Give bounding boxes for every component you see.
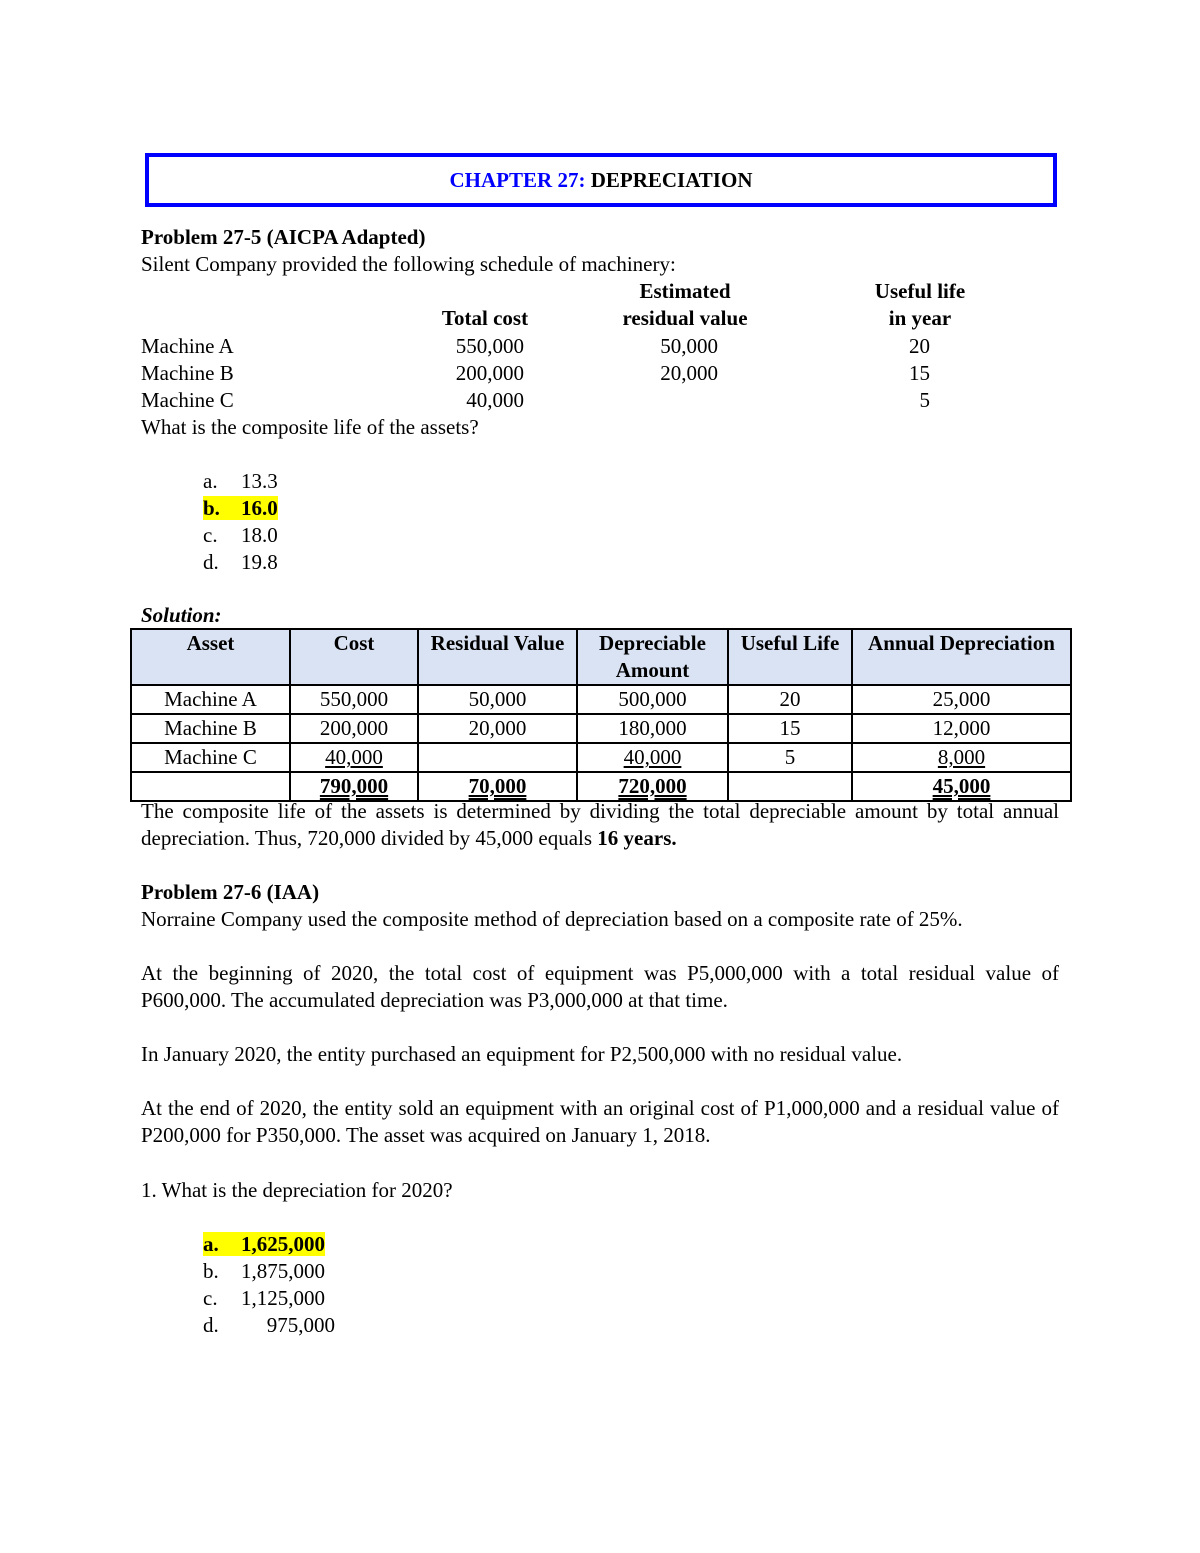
option-letter: d. [203, 550, 219, 574]
schedule-row-life: 5 [919, 388, 930, 412]
option-text: 16.0 [241, 496, 278, 520]
col-header-residual-1: Estimated [639, 279, 731, 303]
table-row [131, 714, 1071, 743]
cell: 500,000 [577, 685, 728, 714]
problem2-heading: Problem 27-6 (IAA) [141, 880, 320, 904]
chapter-title-box [145, 153, 1057, 207]
problem1-heading: Problem 27-5 (AICPA Adapted) [141, 225, 426, 249]
schedule-row-residual: 20,000 [660, 361, 718, 385]
cell: 200,000 [290, 714, 418, 743]
table-row [131, 743, 1071, 772]
schedule-row-cost: 40,000 [466, 388, 524, 412]
cell: Machine A [131, 685, 290, 714]
option-text: 1,625,000 [241, 1232, 325, 1256]
option-letter: a. [203, 469, 218, 493]
option-letter: c. [203, 523, 218, 547]
cell: 180,000 [577, 714, 728, 743]
solution-table [130, 628, 1072, 802]
cell [418, 743, 577, 772]
cell: 20 [728, 685, 852, 714]
schedule-row-residual: 50,000 [660, 334, 718, 358]
option-letter: d. [203, 1313, 219, 1337]
solution-answer: 16 years. [597, 826, 677, 850]
header-useful-life: Useful Life [728, 629, 852, 685]
schedule-row-cost: 200,000 [455, 361, 524, 385]
col-header-life-2: in year [888, 306, 952, 330]
total-annual-depreciation: 45,000 [852, 772, 1071, 801]
option-letter: b. [203, 1259, 219, 1283]
cell: 20,000 [418, 714, 577, 743]
cell: 12,000 [852, 714, 1071, 743]
col-header-total-cost: Total cost [441, 306, 529, 330]
totals-row [131, 772, 1071, 801]
header-annual-depreciation: Annual Depreciation [852, 629, 1071, 685]
cell [728, 772, 852, 801]
option-text: 19.8 [241, 550, 278, 574]
total-depreciable: 720,000 [577, 772, 728, 801]
option-b [203, 1258, 325, 1285]
cell: 15 [728, 714, 852, 743]
option-d [203, 549, 278, 576]
cell: 40,000 [577, 743, 728, 772]
option-d [203, 1312, 335, 1339]
option-a [203, 468, 278, 495]
option-letter: b. [203, 496, 220, 520]
option-text: 13.3 [241, 469, 278, 493]
schedule-row-cost: 550,000 [455, 334, 524, 358]
solution-label: Solution: [141, 603, 222, 627]
problem2-paragraph-1: Norraine Company used the composite method of depreciation based on a composite rate of 25%. [141, 907, 963, 931]
problem1-question: What is the composite life of the assets? [141, 415, 479, 439]
solution-explanation: The composite life of the assets is determined by dividing the total depreciable amount by total annual depreciation. Thus, 720,000 divided by 45,000 equals 16 years. [141, 799, 1059, 850]
header-residual: Residual Value [418, 629, 577, 685]
problem2-question: 1. What is the depreciation for 2020? [141, 1178, 453, 1202]
header-asset: Asset [131, 629, 290, 685]
schedule-row-life: 15 [909, 361, 930, 385]
chapter-prefix: CHAPTER 27: [449, 168, 586, 192]
cell [131, 772, 290, 801]
option-b-correct [203, 495, 278, 522]
option-text: 1,125,000 [241, 1286, 325, 1310]
schedule-row-life: 20 [909, 334, 930, 358]
schedule-row-name: Machine A [141, 334, 234, 358]
col-header-life-1: Useful life [874, 279, 966, 303]
schedule-row-name: Machine C [141, 388, 234, 412]
problem2-paragraph-2: At the beginning of 2020, the total cost of equipment was P5,000,000 with a total residual value of P600,000. The accumulated depreciation was P3,000,000 at that time. [141, 961, 1059, 1012]
option-c [203, 522, 278, 549]
cell: 550,000 [290, 685, 418, 714]
schedule-row-name: Machine B [141, 361, 234, 385]
option-letter: c. [203, 1286, 218, 1310]
problem2-paragraph-3: In January 2020, the entity purchased an equipment for P2,500,000 with no residual value. [141, 1042, 903, 1066]
total-cost: 790,000 [290, 772, 418, 801]
table-row [131, 685, 1071, 714]
cell: Machine B [131, 714, 290, 743]
cell: 8,000 [852, 743, 1071, 772]
option-letter: a. [203, 1232, 219, 1256]
col-header-residual-2: residual value [622, 306, 748, 330]
cell: 40,000 [290, 743, 418, 772]
cell: 25,000 [852, 685, 1071, 714]
option-a-correct [203, 1231, 325, 1258]
option-c [203, 1285, 325, 1312]
problem2-paragraph-4: At the end of 2020, the entity sold an equipment with an original cost of P1,000,000 and a residual value of P200,000 for P350,000. The asset was acquired on January 1, 2018. [141, 1096, 1059, 1147]
problem1-intro: Silent Company provided the following schedule of machinery: [141, 252, 676, 276]
header-depreciable: Depreciable Amount [577, 629, 728, 685]
option-text: 1,875,000 [241, 1259, 325, 1283]
option-text: 18.0 [241, 523, 278, 547]
solution-header-row [131, 629, 1071, 685]
total-residual: 70,000 [418, 772, 577, 801]
header-cost: Cost [290, 629, 418, 685]
option-text: 975,000 [266, 1313, 335, 1337]
chapter-title: DEPRECIATION [590, 168, 753, 192]
cell: 50,000 [418, 685, 577, 714]
cell: 5 [728, 743, 852, 772]
cell: Machine C [131, 743, 290, 772]
